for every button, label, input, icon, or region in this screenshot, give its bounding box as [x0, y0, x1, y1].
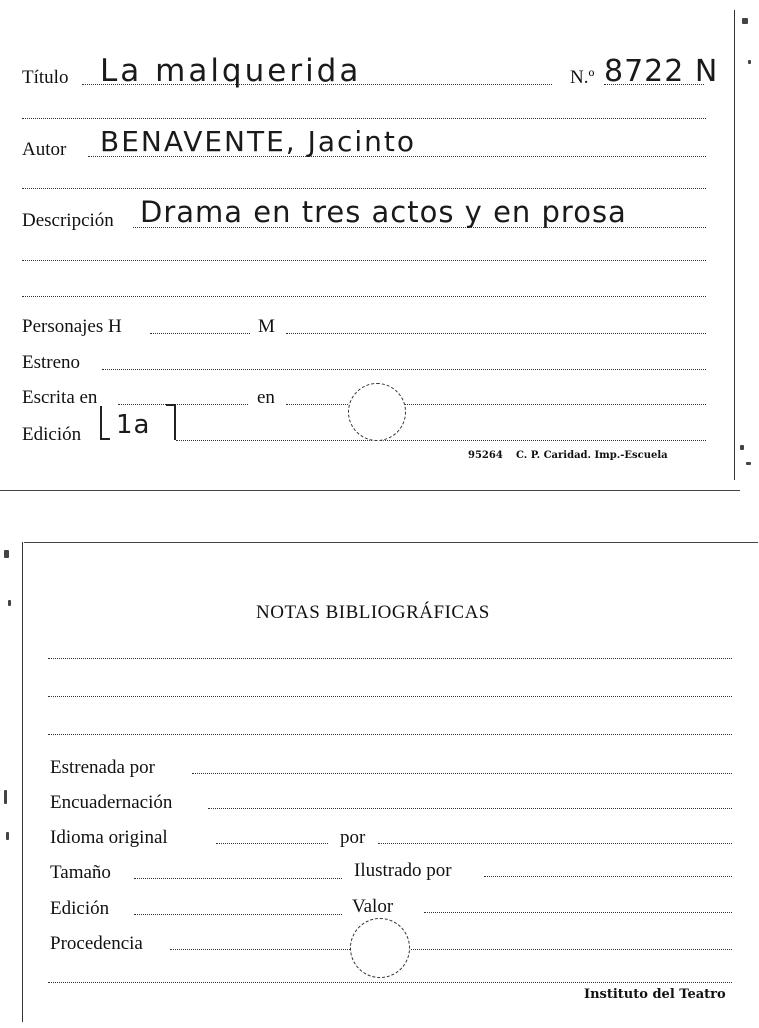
valor-line [424, 912, 732, 913]
tamano-label: Tamaño [50, 862, 111, 883]
edge-speck [8, 600, 11, 606]
punch-hole-front [348, 383, 406, 441]
valor-label: Valor [352, 896, 394, 917]
autor-handwritten-value: BENAVENTE, Jacinto [100, 125, 417, 158]
personajes-label: Personajes H [22, 316, 122, 337]
encuadernacion-label: Encuadernación [50, 792, 173, 813]
descripcion-extra-line-2 [22, 296, 706, 297]
edicion-label: Edición [22, 424, 82, 445]
estreno-label: Estreno [22, 352, 81, 373]
idioma-por-line [378, 843, 732, 844]
autor-label: Autor [22, 139, 67, 160]
estrenada-line [192, 773, 732, 774]
edge-speck [746, 462, 751, 465]
escrita-line [118, 404, 248, 405]
ilustrado-line [484, 876, 732, 877]
punch-hole-back [350, 918, 410, 978]
ilustrado-label: Ilustrado por [354, 860, 452, 881]
institution-label: Instituto del Teatro [584, 987, 726, 1002]
edicion-back-line [134, 914, 342, 915]
edicion-handwritten-value: 1a [116, 410, 151, 440]
tamano-line [134, 878, 342, 879]
edicion-bracket-left [100, 406, 110, 440]
edge-speck [6, 832, 9, 840]
front-card-bottom-edge [0, 490, 740, 491]
notas-line-1 [48, 658, 732, 659]
autor-extra-line [22, 188, 706, 189]
edge-speck [4, 550, 9, 558]
edicion-line [176, 440, 706, 441]
descripcion-label: Descripción [22, 210, 114, 231]
back-card-top-edge [24, 542, 758, 543]
notas-line-2 [48, 696, 732, 697]
descripcion-handwritten-value: Drama en tres actos y en prosa [140, 195, 627, 229]
notas-heading: NOTAS BIBLIOGRÁFICAS [256, 602, 490, 623]
en-label: en [257, 387, 275, 408]
estreno-line [102, 369, 706, 370]
printer-number: 95264 [468, 450, 503, 461]
estrenada-label: Estrenada por [50, 757, 155, 778]
personajes-h-line [150, 333, 250, 334]
front-card [0, 0, 740, 492]
descripcion-extra-line-1 [22, 260, 706, 261]
edicion-bracket-right [166, 404, 176, 440]
edge-speck [740, 445, 744, 450]
idioma-label: Idioma original [50, 827, 168, 848]
notas-bottom-line [48, 982, 732, 983]
numero-handwritten-value: 8722 N [604, 54, 719, 89]
m-label: M [258, 316, 275, 337]
escrita-label: Escrita en [22, 387, 98, 408]
printer-imprint: C. P. Caridad. Imp.-Escuela [516, 450, 668, 461]
titulo-label: Título [22, 67, 69, 88]
personajes-m-line [286, 333, 706, 334]
front-card-right-edge [734, 10, 735, 480]
edicion-back-label: Edición [50, 898, 110, 919]
back-card-left-edge [22, 542, 23, 1022]
numero-label: N.º [570, 67, 595, 88]
titulo-handwritten-value: La malquerida [100, 53, 362, 89]
edge-speck [742, 18, 748, 24]
por-label: por [340, 827, 366, 848]
idioma-line [216, 843, 328, 844]
back-card [18, 540, 758, 1028]
edge-speck [4, 790, 7, 804]
encuadernacion-line [208, 808, 732, 809]
notas-line-3 [48, 734, 732, 735]
procedencia-label: Procedencia [50, 933, 143, 954]
edge-speck [748, 60, 751, 64]
procedencia-line [170, 949, 732, 950]
titulo-extra-line [22, 118, 706, 119]
